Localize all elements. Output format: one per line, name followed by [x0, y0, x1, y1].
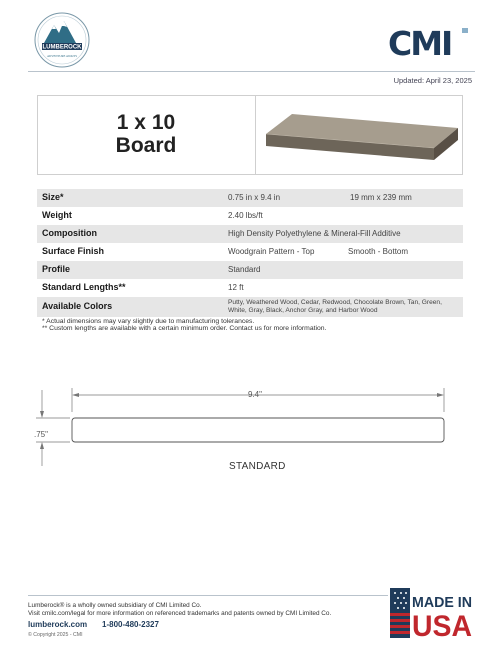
spec-value-surface-top: Woodgrain Pattern - Top: [228, 247, 315, 256]
spec-value-profile: Standard: [228, 265, 261, 274]
footer-subsidiary-note: Lumberock® is a wholly owned subsidiary of CMI Limited Co.: [28, 602, 202, 609]
header-divider: [28, 71, 475, 72]
lumberock-tagline: ADVENTURE AWAITS: [46, 54, 78, 58]
spec-label-surface-finish: Surface Finish: [42, 246, 105, 256]
spec-row-size: [37, 189, 463, 207]
footer-copyright: © Copyright 2025 - CMI: [28, 632, 83, 638]
spec-label-weight: Weight: [42, 210, 72, 220]
title-box-divider: [255, 95, 256, 175]
thickness-dimension-label: .75": [34, 430, 48, 439]
profile-name-label: STANDARD: [229, 461, 286, 472]
spec-value-weight: 2.40 lbs/ft: [228, 211, 263, 220]
footnote-dimensions: * Actual dimensions may vary slightly due to manufacturing tolerances.: [42, 318, 255, 325]
spec-value-composition: High Density Polyethylene & Mineral-Fill Additive: [228, 229, 401, 238]
lumberock-wordmark: LUMBEROCK: [42, 44, 82, 51]
cmi-logo: [388, 26, 470, 58]
spec-label-composition: Composition: [42, 228, 97, 238]
product-title-name: Board: [115, 134, 177, 157]
width-dimension-label: 9.4": [248, 390, 262, 399]
made-in-usa-badge: [390, 588, 474, 638]
spec-value-surface-bottom: Smooth - Bottom: [348, 247, 409, 256]
spec-value-size-metric: 19 mm x 239 mm: [350, 193, 412, 202]
footnote-custom-lengths: ** Custom lengths are available with a certain minimum order. Contact us for more information.: [42, 325, 327, 332]
footer-legal-note: Visit cmilc.com/legal for more information on referenced trademarks and patents owned by CMI Limited Co.: [28, 610, 332, 617]
spec-row-profile: [37, 261, 463, 279]
product-title-size: 1 x 10: [116, 111, 176, 134]
spec-label-standard-lengths: Standard Lengths**: [42, 282, 126, 292]
width-arrow-left: [72, 393, 79, 397]
updated-date: Updated: April 23, 2025: [393, 76, 472, 85]
thickness-arrow-bottom: [40, 442, 44, 449]
product-title: [40, 111, 252, 157]
spec-row-available-colors: [37, 297, 463, 317]
spec-row-surface-finish: [37, 243, 463, 261]
footer-website-link[interactable]: lumberock.com: [28, 620, 88, 629]
spec-row-standard-lengths: [37, 279, 463, 297]
spec-value-available-colors: Putty, Weathered Wood, Cedar, Redwood, Chocolate Brown, Tan, Green, White, Gray, Black, Anchor Gray, and Harbor Wood: [228, 299, 442, 314]
spec-row-composition: [37, 225, 463, 243]
badge-made-in: MADE IN: [412, 594, 472, 611]
spec-label-available-colors: Available Colors: [42, 301, 113, 311]
spec-value-size-imperial: 0.75 in x 9.4 in: [228, 193, 281, 202]
footer-phone-number[interactable]: 1-800-480-2327: [102, 620, 159, 629]
badge-usa: USA: [412, 610, 472, 638]
footer-divider: [28, 595, 388, 596]
spec-row-weight: [37, 207, 463, 225]
thickness-arrow-top: [40, 411, 44, 418]
width-arrow-right: [437, 393, 444, 397]
cmi-wordmark: CMI: [388, 26, 452, 58]
spec-label-profile: Profile: [42, 264, 71, 274]
spec-label-size: Size*: [42, 192, 64, 202]
board-profile-outline: [72, 418, 444, 442]
spec-value-standard-lengths: 12 ft: [228, 283, 244, 292]
board-render-image: [258, 100, 460, 170]
lumberock-logo: [34, 12, 90, 68]
